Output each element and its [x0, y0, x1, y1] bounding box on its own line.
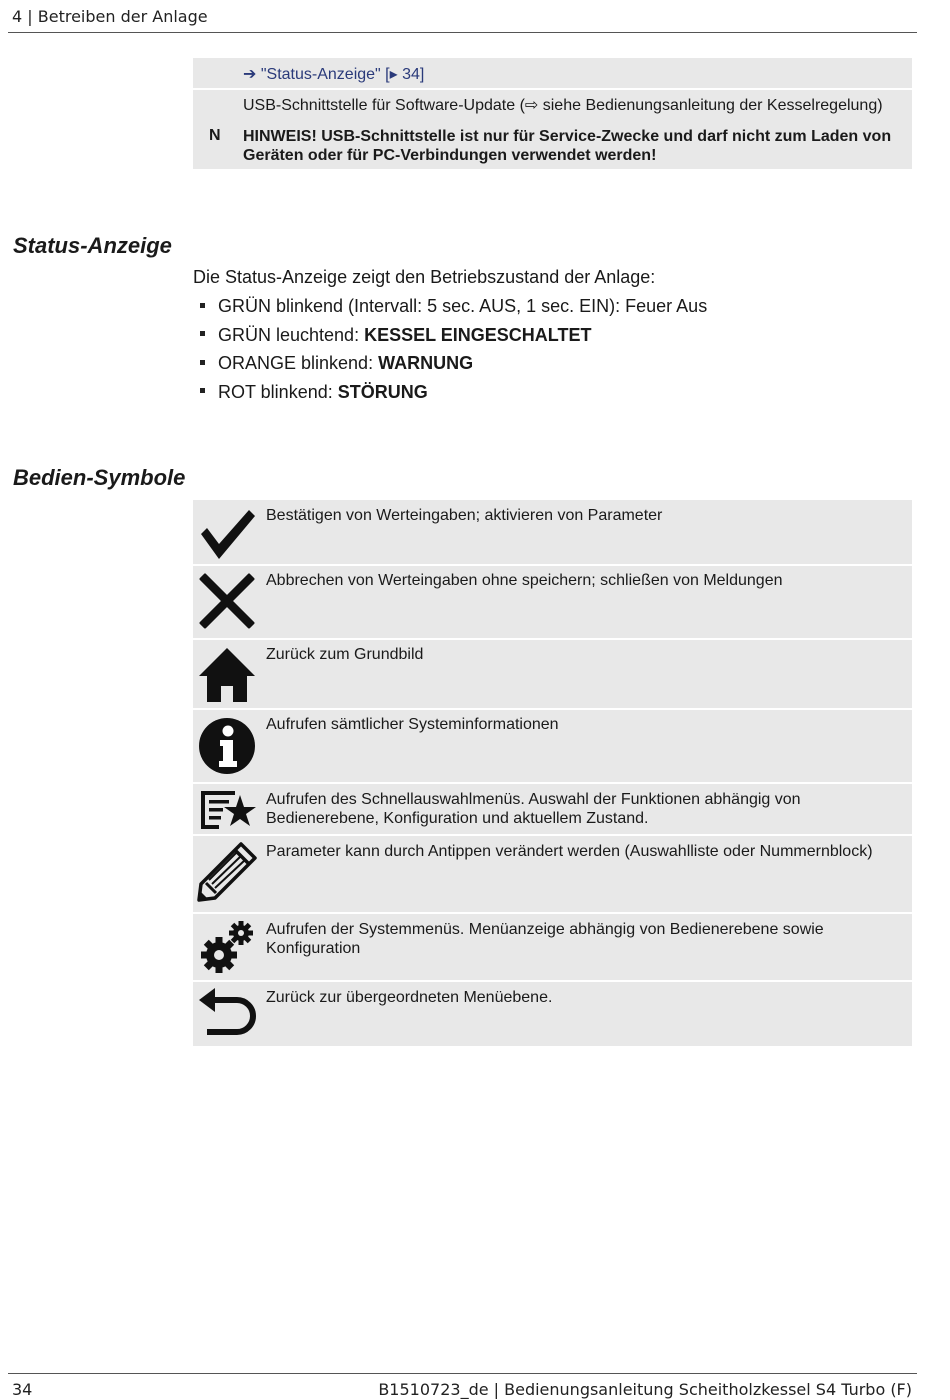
table-row	[193, 710, 912, 784]
symbol-description: Bestätigen von Werteingaben; aktivieren von Parameter	[266, 507, 663, 524]
status-intro: Die Status-Anzeige zeigt den Betriebszustand der Anlage:	[193, 267, 656, 287]
symbol-description: Aufrufen sämtlicher Systeminformationen	[266, 716, 559, 733]
usb-description: USB-Schnittstelle für Software-Update (⇨ siehe Bedienungsanleitung der Kesselregelung)	[243, 97, 883, 114]
page-number: 34	[12, 1380, 33, 1399]
header-divider	[8, 32, 917, 33]
symbols-table	[193, 500, 912, 1046]
symbol-description: Aufrufen der Systemmenüs. Menüanzeige abhängig von Bedienerebene sowie Konfiguration	[266, 921, 824, 957]
symbols-heading: Bedien-Symbole	[13, 465, 186, 490]
reference-row	[193, 58, 912, 90]
usb-warning-note: HINWEIS! USB-Schnittstelle ist nur für Service-Zwecke und darf nicht zum Laden von Geräten oder für PC-Verbindungen verwendet werden!	[243, 128, 892, 164]
list-item: ROT blinkend: STÖRUNG	[200, 378, 707, 407]
table-row	[193, 566, 912, 640]
info-icon	[197, 716, 257, 776]
footer-divider	[8, 1373, 917, 1374]
usb-row	[193, 90, 912, 169]
table-row	[193, 500, 912, 566]
page-header-title: 4 | Betreiben der Anlage	[12, 7, 208, 26]
status-list	[200, 292, 707, 406]
bullet-icon	[200, 360, 205, 365]
symbol-description: Parameter kann durch Antippen verändert werden (Auswahlliste oder Nummernblock)	[266, 843, 873, 860]
back-arrow-icon	[197, 986, 257, 1046]
table-row	[193, 784, 912, 836]
bullet-icon	[200, 331, 205, 336]
quick-menu-star-icon	[197, 785, 257, 835]
status-anzeige-link[interactable]: ➔ "Status-Anzeige" [▸ 34]	[243, 66, 425, 83]
bullet-icon	[200, 303, 205, 308]
symbol-description: Abbrechen von Werteingaben ohne speichern; schließen von Meldungen	[266, 572, 783, 589]
symbol-description: Aufrufen des Schnellauswahlmenüs. Auswahl der Funktionen abhängig von Bedienerebene, Konfiguration und aktuellem Zustand.	[266, 791, 801, 827]
list-item: ORANGE blinkend: WARNUNG	[200, 349, 707, 378]
bullet-icon	[200, 388, 205, 393]
table-row	[193, 640, 912, 710]
table-row	[193, 836, 912, 914]
list-item: GRÜN blinkend (Intervall: 5 sec. AUS, 1 sec. EIN): Feuer Aus	[200, 292, 707, 321]
top-table	[193, 58, 912, 169]
list-item: GRÜN leuchtend: KESSEL EINGESCHALTET	[200, 321, 707, 350]
table-row	[193, 982, 912, 1046]
cross-icon	[197, 571, 257, 631]
row-key-label: N	[209, 127, 221, 144]
symbol-description: Zurück zum Grundbild	[266, 646, 424, 663]
home-icon	[197, 646, 257, 706]
table-row	[193, 914, 912, 982]
status-heading: Status-Anzeige	[13, 233, 172, 258]
gears-icon	[197, 918, 257, 978]
document-title: B1510723_de | Bedienungsanleitung Scheitholzkessel S4 Turbo (F)	[378, 1380, 912, 1399]
checkmark-icon	[197, 504, 257, 564]
pencil-icon	[197, 842, 257, 902]
symbol-description: Zurück zur übergeordneten Menüebene.	[266, 989, 553, 1006]
